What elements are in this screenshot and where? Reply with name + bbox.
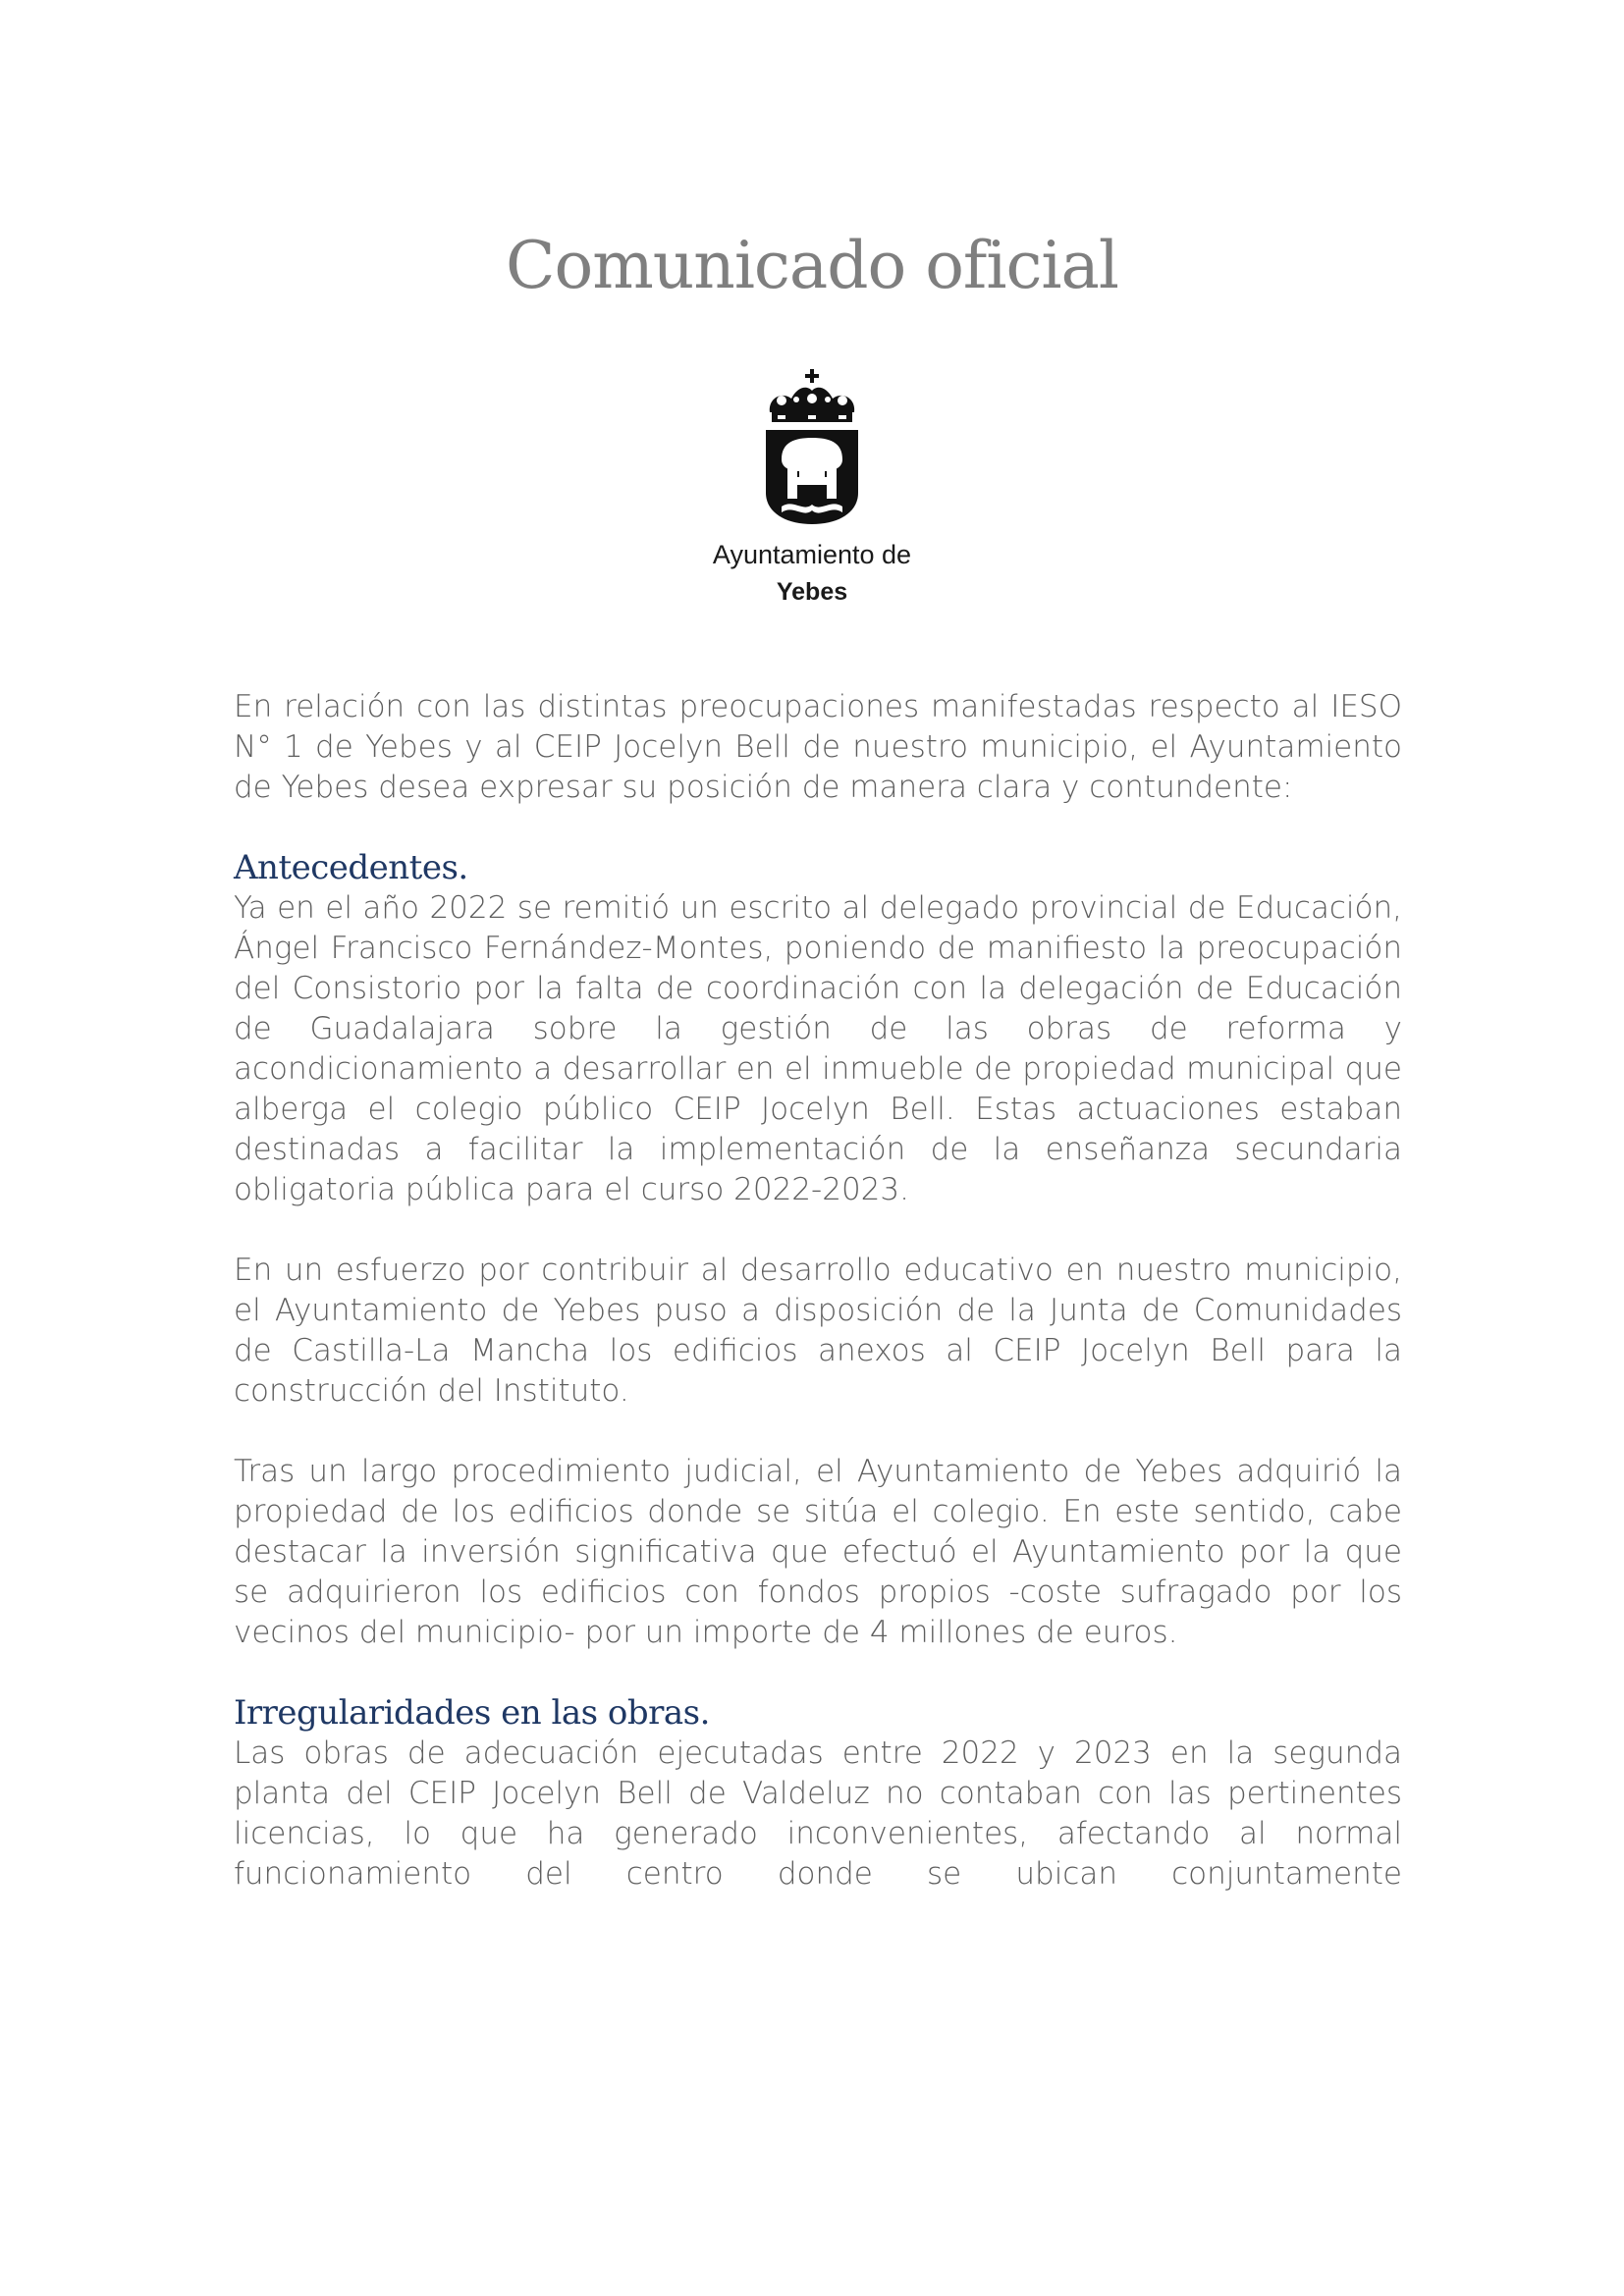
coat-of-arms-icon: [760, 369, 864, 526]
paragraph: Tras un largo procedimiento judicial, el Ayuntamiento de Yebes adquirió la propiedad de los edificios donde se sitúa el colegio. En este sentido, cabe destacar la inversión significativa que efectuó el Ayuntamiento por la que se adquirieron los edificios con fondos propios -coste sufragado por los vecinos del municipio- por un importe de 4 millones de euros.: [234, 1454, 1402, 1650]
paragraph: Ya en el año 2022 se remitió un escrito al delegado provincial de Educación, Ángel Francisco Fernández-Montes, poniendo de manifiesto la preocupación del Consistorio por la falta de coordinación con la delegación de Educación de Guadalajara sobre la gestión de las obras de reforma y acondicionamiento a desarrollar en el inmueble de propiedad municipal que alberga el colegio público CEIP Jocelyn Bell. Estas actuaciones estaban destinadas a facilitar la implementación de la enseñanza secundaria obligatoria pública para el curso 2022-2023.: [234, 890, 1402, 1207]
paragraph: En un esfuerzo por contribuir al desarrollo educativo en nuestro municipio, el Ayuntamiento de Yebes puso a disposición de la Junta de Comunidades de Castilla-La Mancha los edificios anexos al CEIP Jocelyn Bell para la construcción del Instituto.: [234, 1253, 1402, 1409]
section-heading-antecedentes: Antecedentes.: [234, 848, 468, 887]
paragraph: Las obras de adecuación ejecutadas entre 2022 y 2023 en la segunda planta del CEIP Jocelyn Bell de Valdeluz no contaban con las pertinentes licencias, lo que ha generado inconvenientes, afectando al normal funcionamiento del centro donde se ubican conjuntamente: [234, 1735, 1402, 1892]
section-heading-irregularidades: Irregularidades en las obras.: [234, 1693, 710, 1733]
document-body: [234, 687, 1402, 1895]
logo-caption-municipality-prefix: Ayuntamiento de: [712, 540, 912, 569]
logo-caption-municipality-name: Yebes: [776, 578, 848, 606]
document-title: Comunicado oficial: [505, 228, 1119, 303]
intro-paragraph: En relación con las distintas preocupaciones manifestadas respecto al IESO N° 1 de Yebes y al CEIP Jocelyn Bell de nuestro municipio, el Ayuntamiento de Yebes desea expresar su posición de manera clara y contundente:: [234, 689, 1402, 805]
